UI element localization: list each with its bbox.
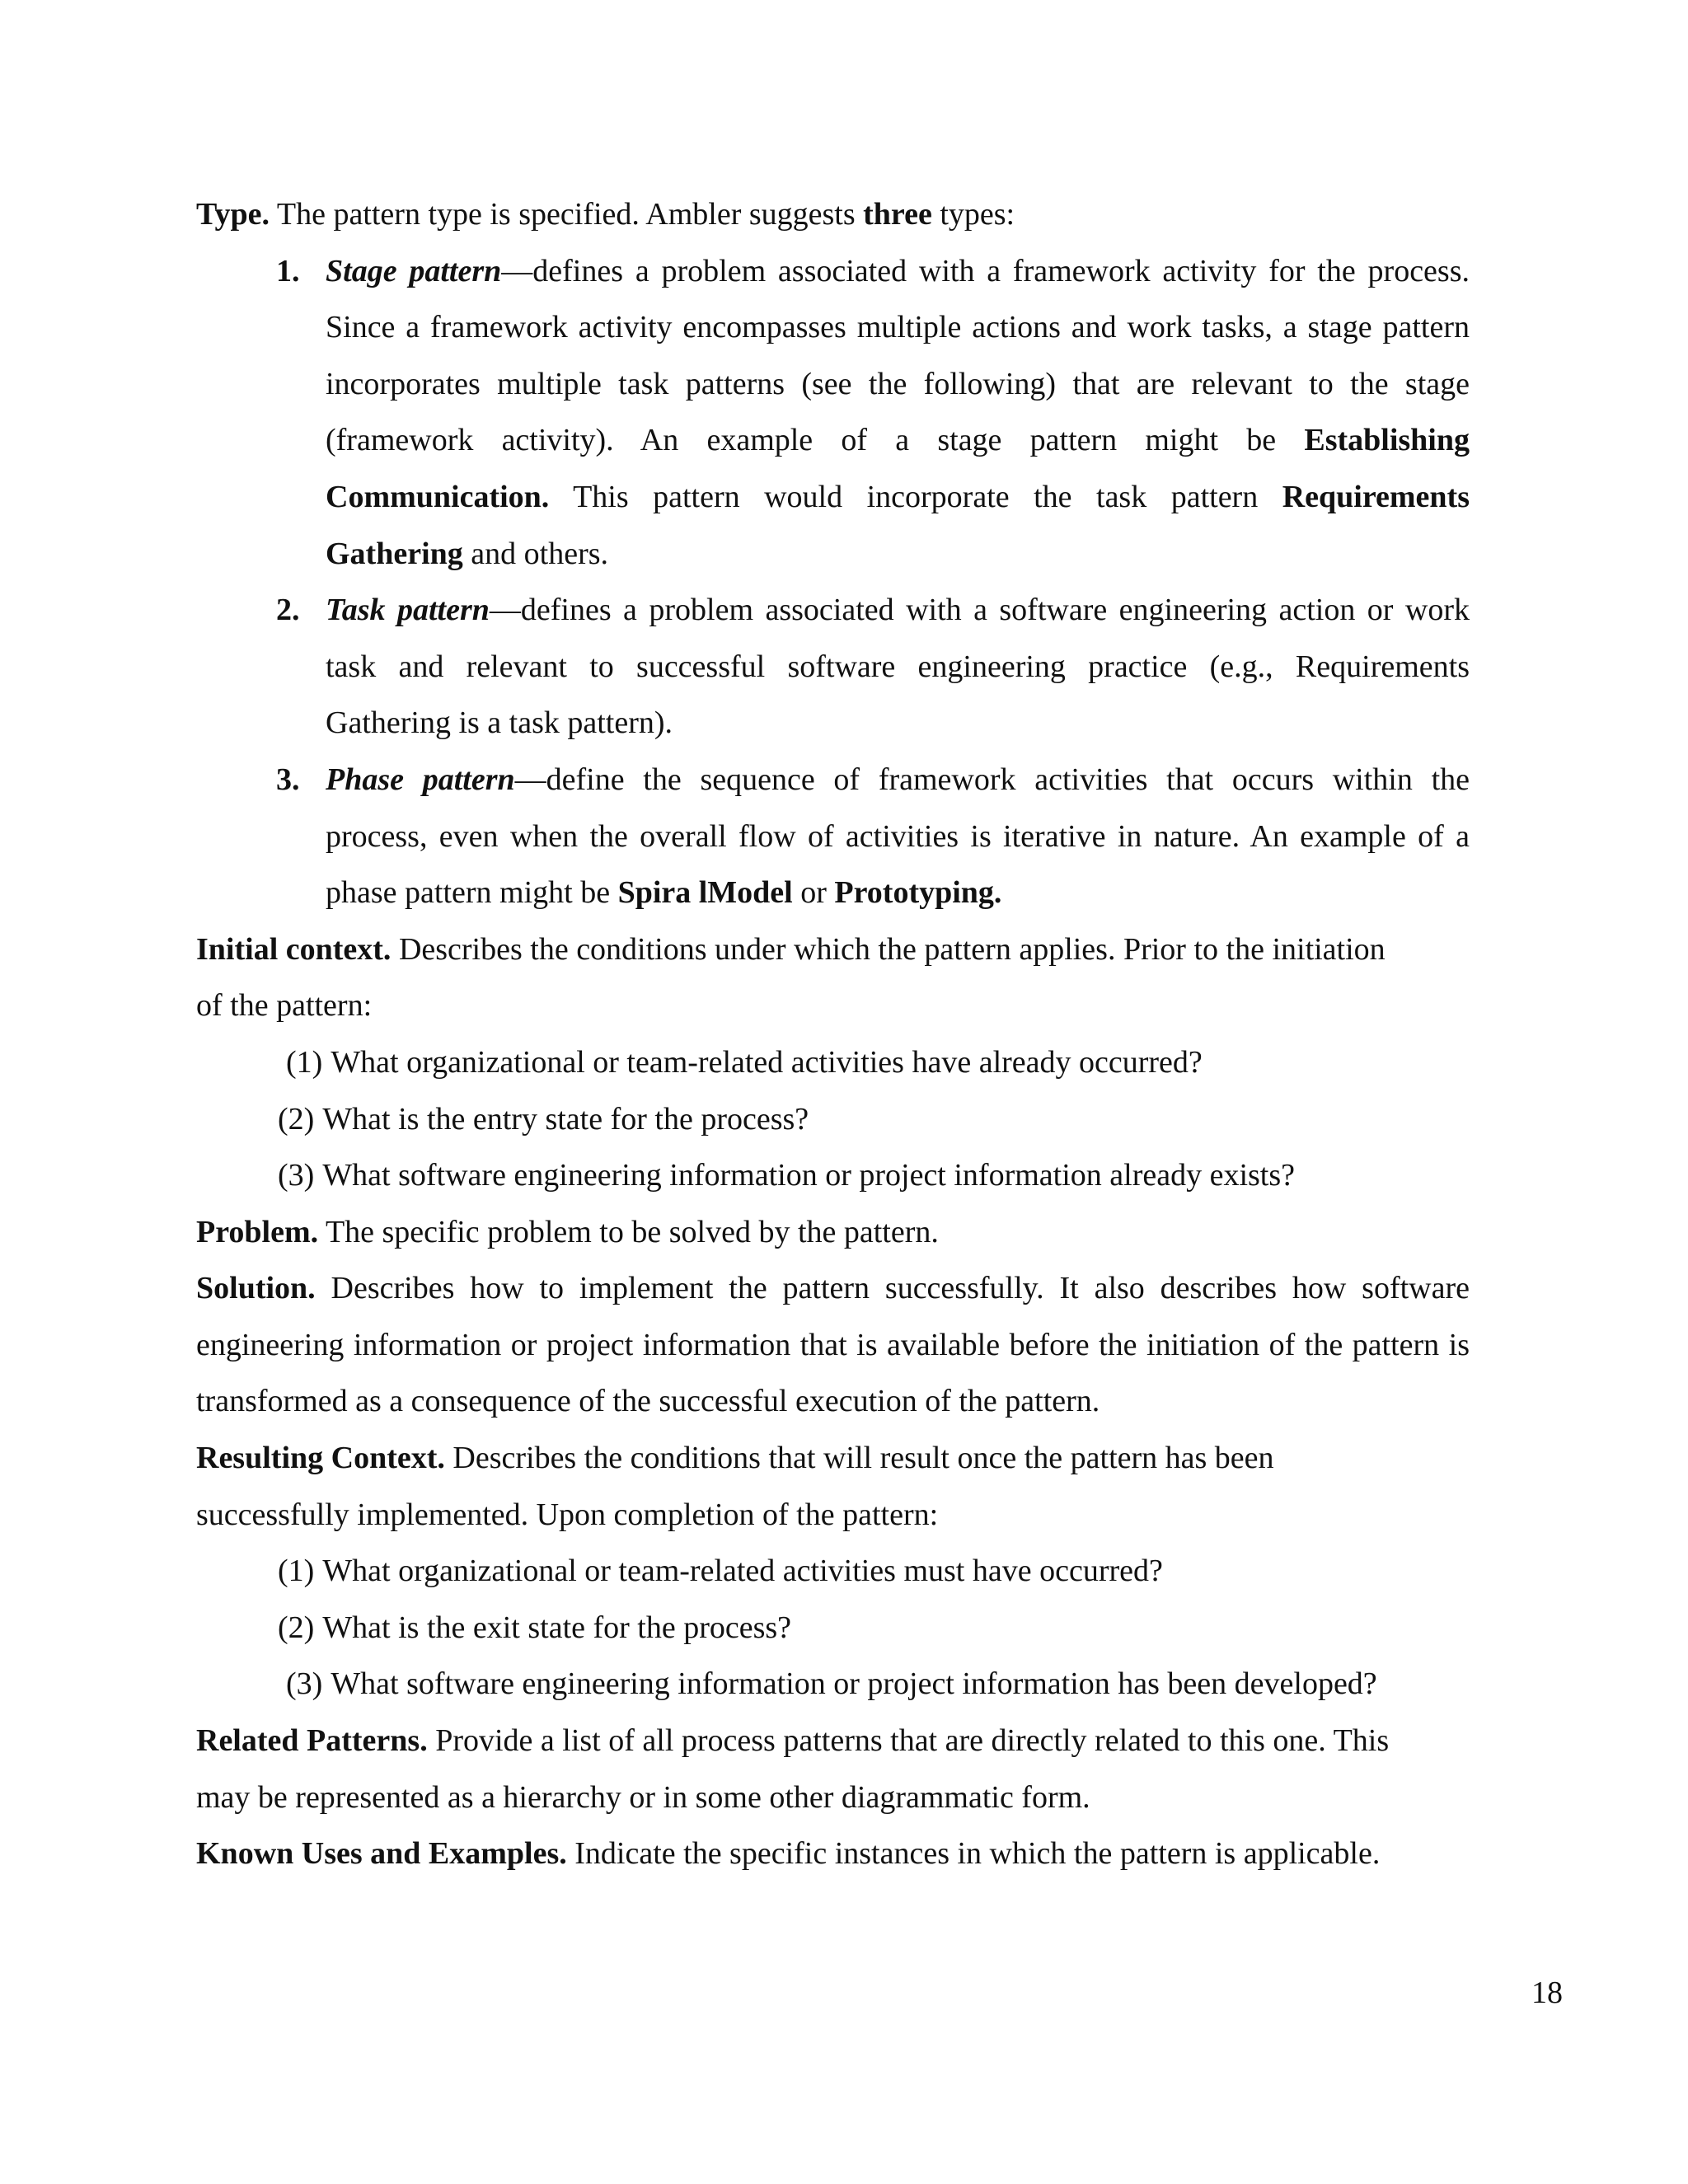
question-text: What organizational or team-related activities must have occurred?: [322, 1554, 1163, 1589]
type-label: Type.: [196, 197, 270, 232]
related-patterns-text: Provide a list of all process patterns that are directly related to this one. This: [435, 1723, 1390, 1759]
initial-context-paragraph: [196, 921, 1470, 1034]
pattern-type-description: —defines a problem associated with a software engineering action or work task and relevant to successful software engineering practice (e.g., Requirements Gathering is a task pattern).: [326, 593, 1470, 741]
related-patterns-text-2: may be represented as a hierarchy or in some other diagrammatic form.: [196, 1779, 1090, 1815]
question-text: What software engineering information or project information has been developed?: [331, 1666, 1377, 1702]
question-number: (1): [278, 1554, 315, 1589]
initial-question: [196, 1147, 1470, 1204]
example-task-pattern: Requirements Gathering: [326, 479, 1470, 571]
known-uses-text: Indicate the specific instances in which the pattern is applicable.: [574, 1836, 1381, 1872]
initial-context-text: Describes the conditions under which the pattern applies. Prior to the initiation: [398, 931, 1386, 967]
pattern-type-stage: [196, 243, 1470, 583]
example-phase-pattern-2: Prototyping.: [834, 875, 1002, 911]
problem-label: Problem.: [196, 1214, 319, 1249]
solution-paragraph: [196, 1260, 1470, 1430]
resulting-context-label: Resulting Context.: [196, 1441, 445, 1476]
question-number: (3): [278, 1158, 315, 1193]
known-uses-label: Known Uses and Examples.: [196, 1836, 567, 1872]
resulting-question: [196, 1600, 1470, 1657]
question-text: What is the exit state for the process?: [322, 1610, 792, 1645]
question-number: (3): [286, 1666, 323, 1702]
list-number: 1.: [276, 253, 300, 288]
example-phase-pattern: Spira lModel: [617, 875, 793, 911]
question-text: What organizational or team-related activities have already occurred?: [331, 1044, 1203, 1080]
pattern-type-description-end: and others.: [471, 536, 609, 571]
type-emphasis: three: [863, 197, 932, 232]
question-text: What is the entry state for the process?: [322, 1101, 809, 1137]
resulting-context-paragraph: [196, 1430, 1470, 1543]
problem-text: The specific problem to be solved by the pattern.: [325, 1214, 939, 1249]
resulting-question: [196, 1543, 1470, 1600]
resulting-context-text: Describes the conditions that will result once the pattern has been: [452, 1441, 1274, 1476]
question-text: What software engineering information or project information already exists?: [322, 1158, 1296, 1193]
pattern-type-conjunction: or: [800, 875, 827, 911]
related-patterns-label: Related Patterns.: [196, 1723, 428, 1759]
list-number: 2.: [276, 593, 300, 628]
resulting-context-text-2: successfully implemented. Upon completion of the pattern:: [196, 1497, 939, 1532]
initial-context-text-2: of the pattern:: [196, 988, 373, 1024]
pattern-type-description: —defines a problem associated with a framework activity for the process. Since a framework activity encompasses multiple actions and work tasks, a stage pattern incorporates multiple task patterns (see the following) that are relevant to the stage (framework activity). An example of a stage pattern might be: [326, 253, 1470, 458]
type-paragraph: [196, 186, 1470, 243]
pattern-type-phase: [196, 752, 1470, 921]
type-text-a: The pattern type is specified. Ambler suggests: [276, 197, 856, 232]
initial-question: [196, 1034, 1470, 1091]
page-number: 18: [1531, 1975, 1563, 2010]
example-stage-pattern: Establishing Communication.: [326, 423, 1470, 514]
pattern-type-name: Task pattern: [326, 593, 490, 628]
pattern-type-description: —define the sequence of framework activities that occurs within the process, even when the overall flow of activities is iterative in nature. An example of a phase pattern might be: [326, 762, 1470, 911]
resulting-question: [196, 1656, 1470, 1713]
type-text-b: types:: [940, 197, 1015, 232]
question-number: (2): [278, 1101, 315, 1137]
related-patterns-paragraph: [196, 1713, 1470, 1825]
question-number: (1): [286, 1044, 323, 1080]
problem-paragraph: [196, 1204, 1470, 1261]
pattern-type-name: Stage pattern: [326, 253, 502, 288]
pattern-type-task: [196, 582, 1470, 752]
solution-label: Solution.: [196, 1271, 316, 1306]
solution-text: Describes how to implement the pattern successfully. It also describes how software engineering information or project information that is available before the initiation of the pattern is transformed as a consequence of the successful execution of the pattern.: [196, 1271, 1470, 1419]
pattern-type-name: Phase pattern: [326, 762, 515, 797]
initial-question: [196, 1091, 1470, 1148]
question-number: (2): [278, 1610, 315, 1645]
pattern-type-description-cont: This pattern would incorporate the task pattern: [573, 479, 1259, 514]
known-uses-paragraph: [196, 1825, 1470, 1882]
initial-context-label: Initial context.: [196, 931, 392, 967]
list-number: 3.: [276, 762, 300, 797]
document-body: [196, 186, 1470, 1882]
